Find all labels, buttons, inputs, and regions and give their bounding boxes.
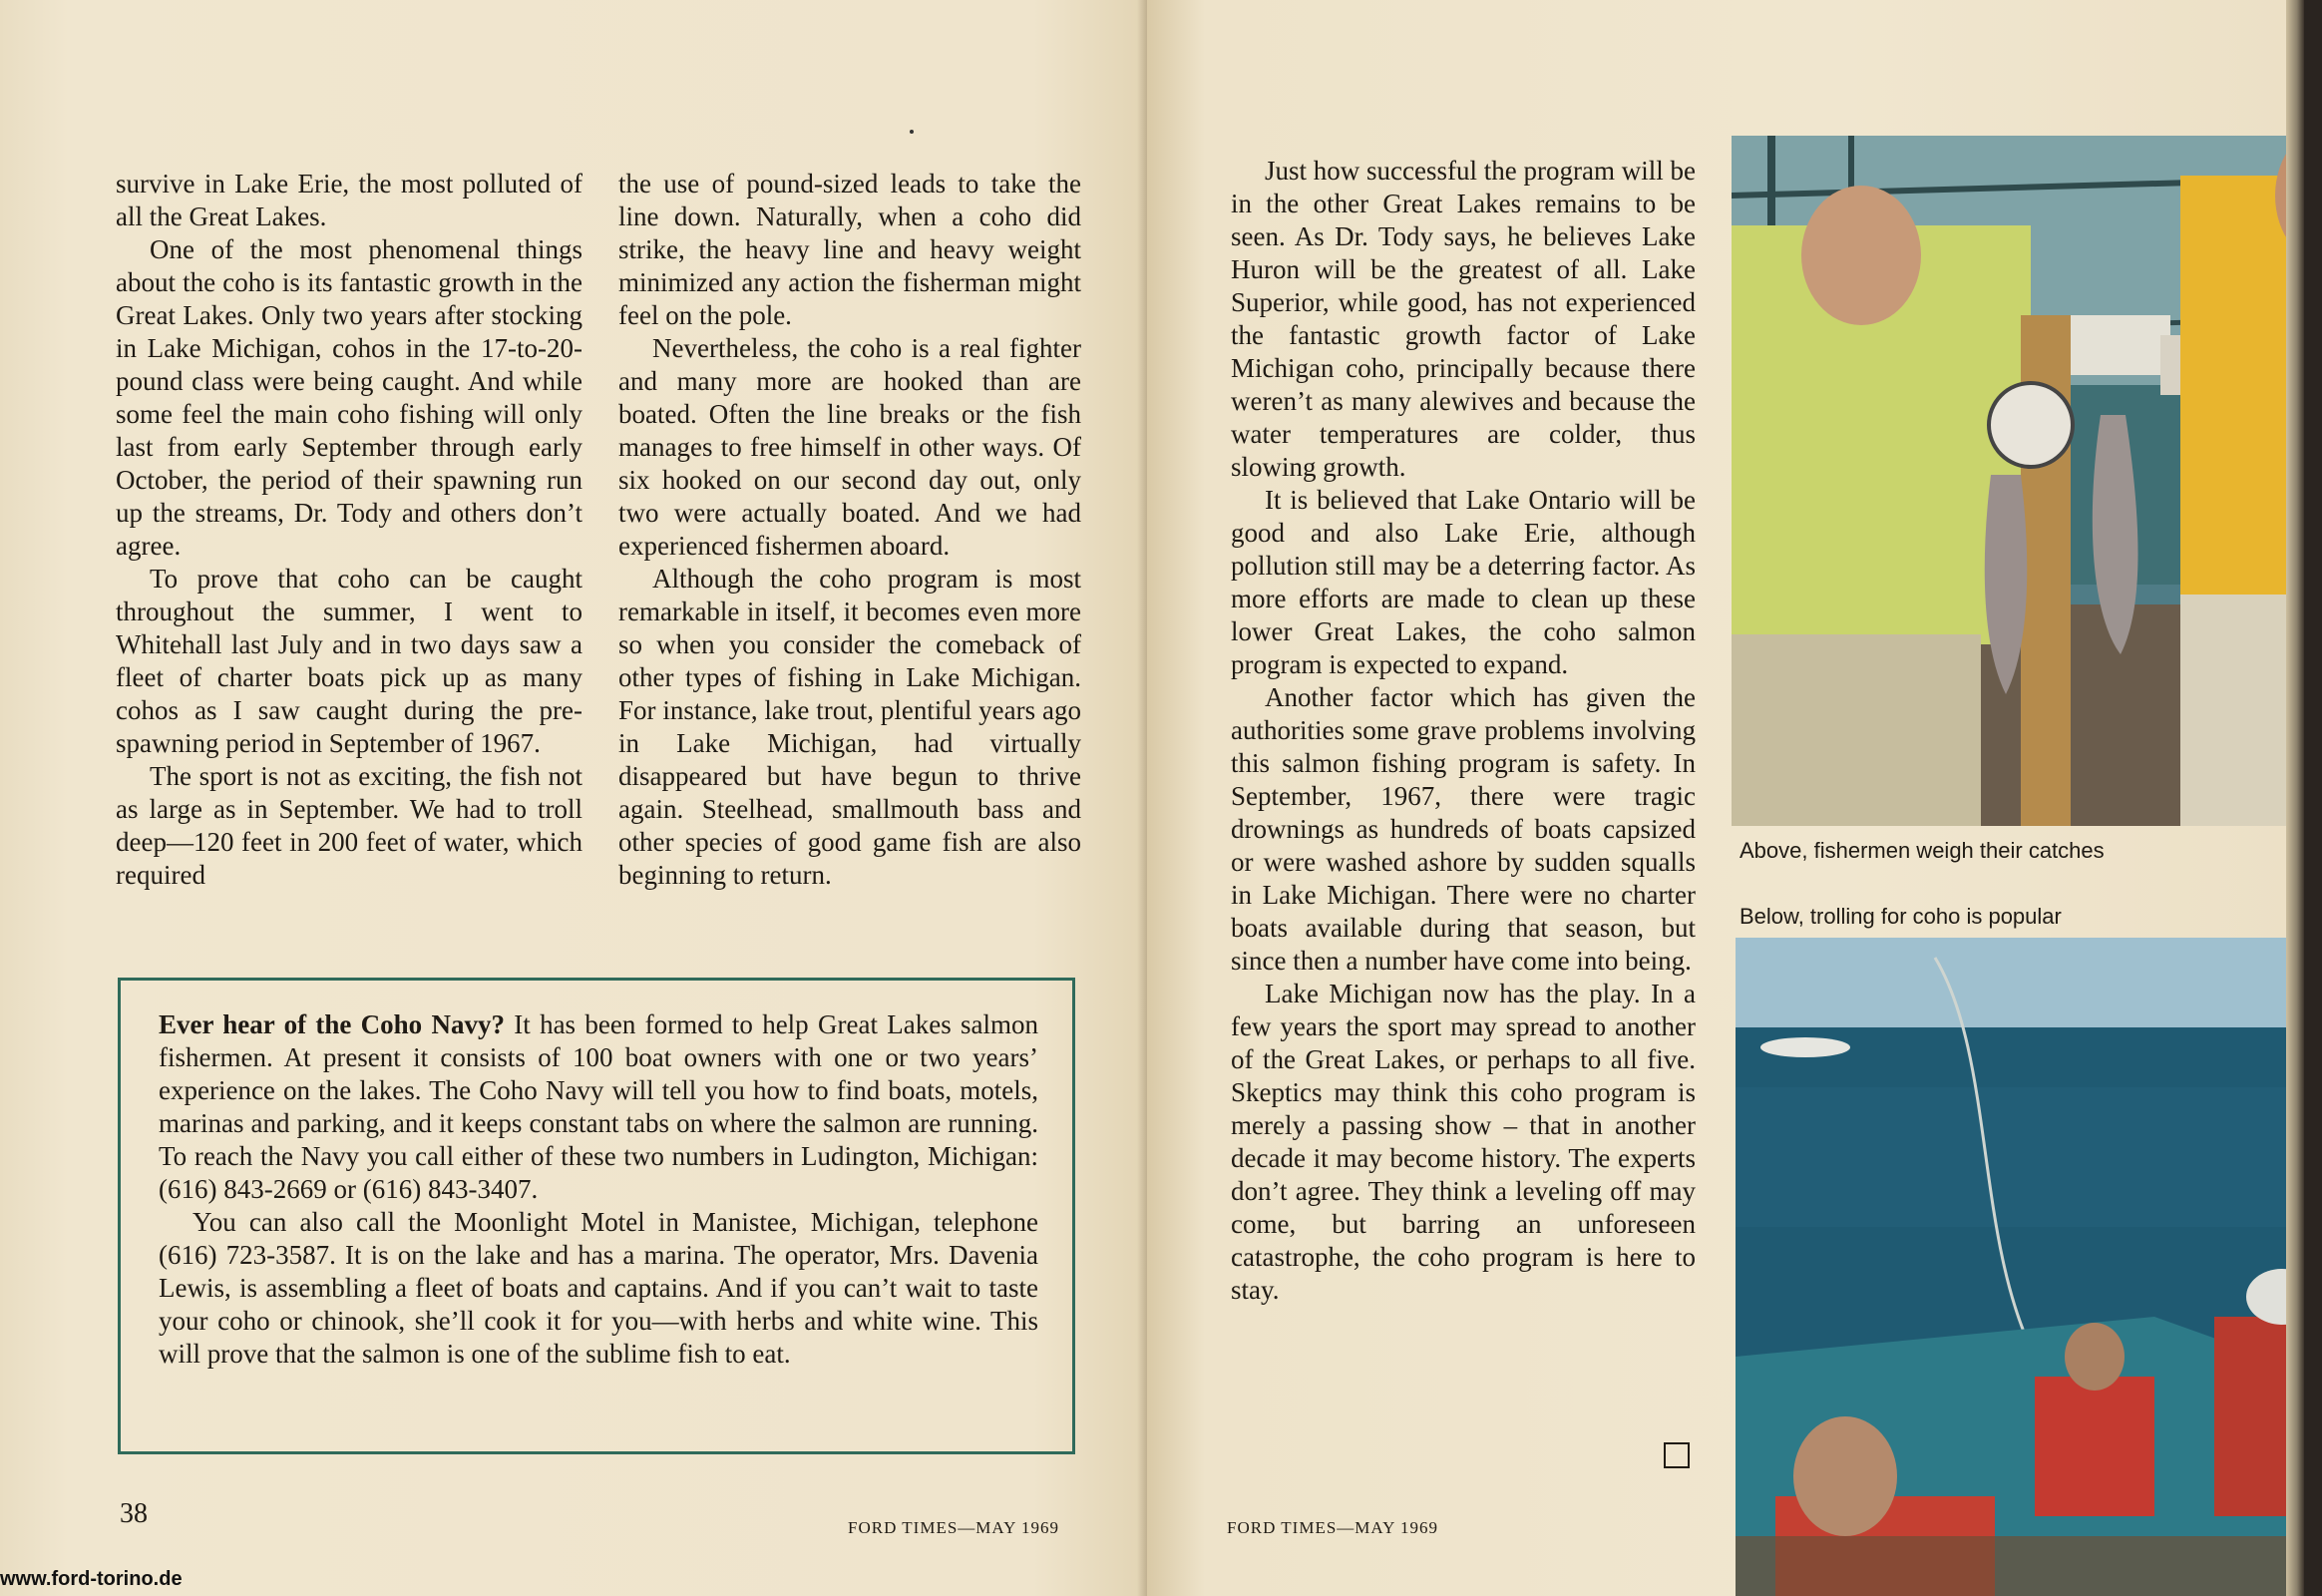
photo-caption-below: Below, trolling for coho is popular	[1740, 904, 2062, 929]
paragraph: One of the most phenomenal things about the coho is its fantastic growth in the Great Lakes. Only two years after stocking in Lake Michigan, cohos in the 17-to-20-pound class were being caught. And while some feel the main coho fishing will only last from early September through early October, the period of their spawning run up the streams, Dr. Tody and others don’t agree.	[116, 234, 582, 561]
paragraph: Another factor which has given the authorities some grave problems involving this salmon fishing program is safety. In September, 1967, there were tragic drownings as hundreds of boats capsized or were washed ashore by sudden squalls in Lake Michigan. There were no charter boats available during that season, but since then a number have come into being.	[1231, 682, 1696, 976]
paragraph: Lake Michigan now has the play. In a few years the sport may spread to another of the Great Lakes, or perhaps to all five. Skeptics may think this coho program is merely a passing show – that in another decade it may become history. The experts don’t agree. They think a leveling off may come, but barring an unforeseen catastrophe, the coho program is here to stay.	[1231, 979, 1696, 1305]
paragraph: The sport is not as exciting, the fish not as large as in September. We had to troll deep—120 feet in 200 feet of water, which required	[116, 761, 582, 890]
running-footer: FORD TIMES—MAY 1969	[848, 1518, 1060, 1537]
left-column-2	[618, 168, 1081, 892]
sidebar-text: It has been formed to help Great Lakes salmon fishermen. At present it consists of 100 boat owners with one or two years’ experience on the lakes. The Coho Navy will tell you how to find boats, motels, marinas and parking, and it keeps constant tabs on where the salmon are running. To reach the Navy you call either of these two numbers in Ludington, Michigan: (616) 843-2669 or (616) 843-3407.	[159, 1009, 1039, 1204]
paragraph: the use of pound-sized leads to take the line down. Naturally, when a coho did strike, the heavy line and heavy weight minimized any action the fisherman might feel on the pole.	[618, 169, 1081, 330]
paragraph: Nevertheless, the coho is a real fighter and many more are hooked than are boated. Often the line breaks or the fish manages to free himself in other ways. Of six hooked on our second day out, only two were actually boated. And we had experienced fishermen aboard.	[618, 333, 1081, 561]
sidebar-paragraph: You can also call the Moonlight Motel in Manistee, Michigan, telephone (616) 723-3587. It is on the lake and has a marina. The operator, Mrs. Davenia Lewis, is assembling a fleet of boats and captains. And if you can’t wait to taste your coho or chinook, she’ll cook it for you—with herbs and white wine. This will prove that the salmon is one of the sublime fish to eat.	[159, 1207, 1038, 1369]
sidebar-paragraph	[159, 1008, 1038, 1206]
end-mark	[1664, 1442, 1690, 1468]
photo-trolling-for-coho	[1736, 938, 2304, 1596]
paragraph: Just how successful the program will be in the other Great Lakes remains to be seen. As Dr. Tody says, he believes Lake Huron will be the greatest of all. Lake Superior, while good, has not experienced the fantastic growth factor of Lake Michigan coho, principally because there weren’t as many alewives and because the water temperatures are colder, thus slowing growth.	[1231, 156, 1696, 482]
running-footer: FORD TIMES—MAY 1969	[1227, 1518, 1439, 1537]
coho-navy-sidebar-box	[118, 978, 1075, 1454]
sidebar-lead: Ever hear of the Coho Navy?	[159, 1009, 505, 1039]
paragraph: It is believed that Lake Ontario will be good and also Lake Erie, although pollution still may be a deterring factor. As more efforts are made to clean up these lower Great Lakes, the coho salmon program is expected to expand.	[1231, 485, 1696, 679]
website-watermark: www.ford-torino.de	[0, 1568, 183, 1590]
right-column	[1231, 155, 1696, 1307]
print-speck	[910, 130, 914, 134]
photo-weighing-catches	[1732, 136, 2304, 826]
page-edge	[2286, 0, 2304, 1596]
paragraph: Although the coho program is most remarkable in itself, it becomes even more so when you consider the comeback of other types of fishing in Lake Michigan. For instance, lake trout, plentiful years ago in Lake Michigan, had virtually disappeared but have begun to thrive again. Steelhead, smallmouth bass and other species of good game fish are also beginning to return.	[618, 564, 1081, 890]
paragraph: survive in Lake Erie, the most polluted of all the Great Lakes.	[116, 169, 582, 231]
left-column-1	[116, 168, 582, 892]
right-page	[1147, 0, 2304, 1596]
paragraph: To prove that coho can be caught throughout the summer, I went to Whitehall last July and in two days saw a fleet of charter boats pick up as many cohos as I saw caught during the pre-spawning period in September of 1967.	[116, 564, 582, 758]
photo-caption-above: Above, fishermen weigh their catches	[1740, 838, 2105, 863]
page-number: 38	[120, 1498, 148, 1529]
left-page	[0, 0, 1147, 1596]
